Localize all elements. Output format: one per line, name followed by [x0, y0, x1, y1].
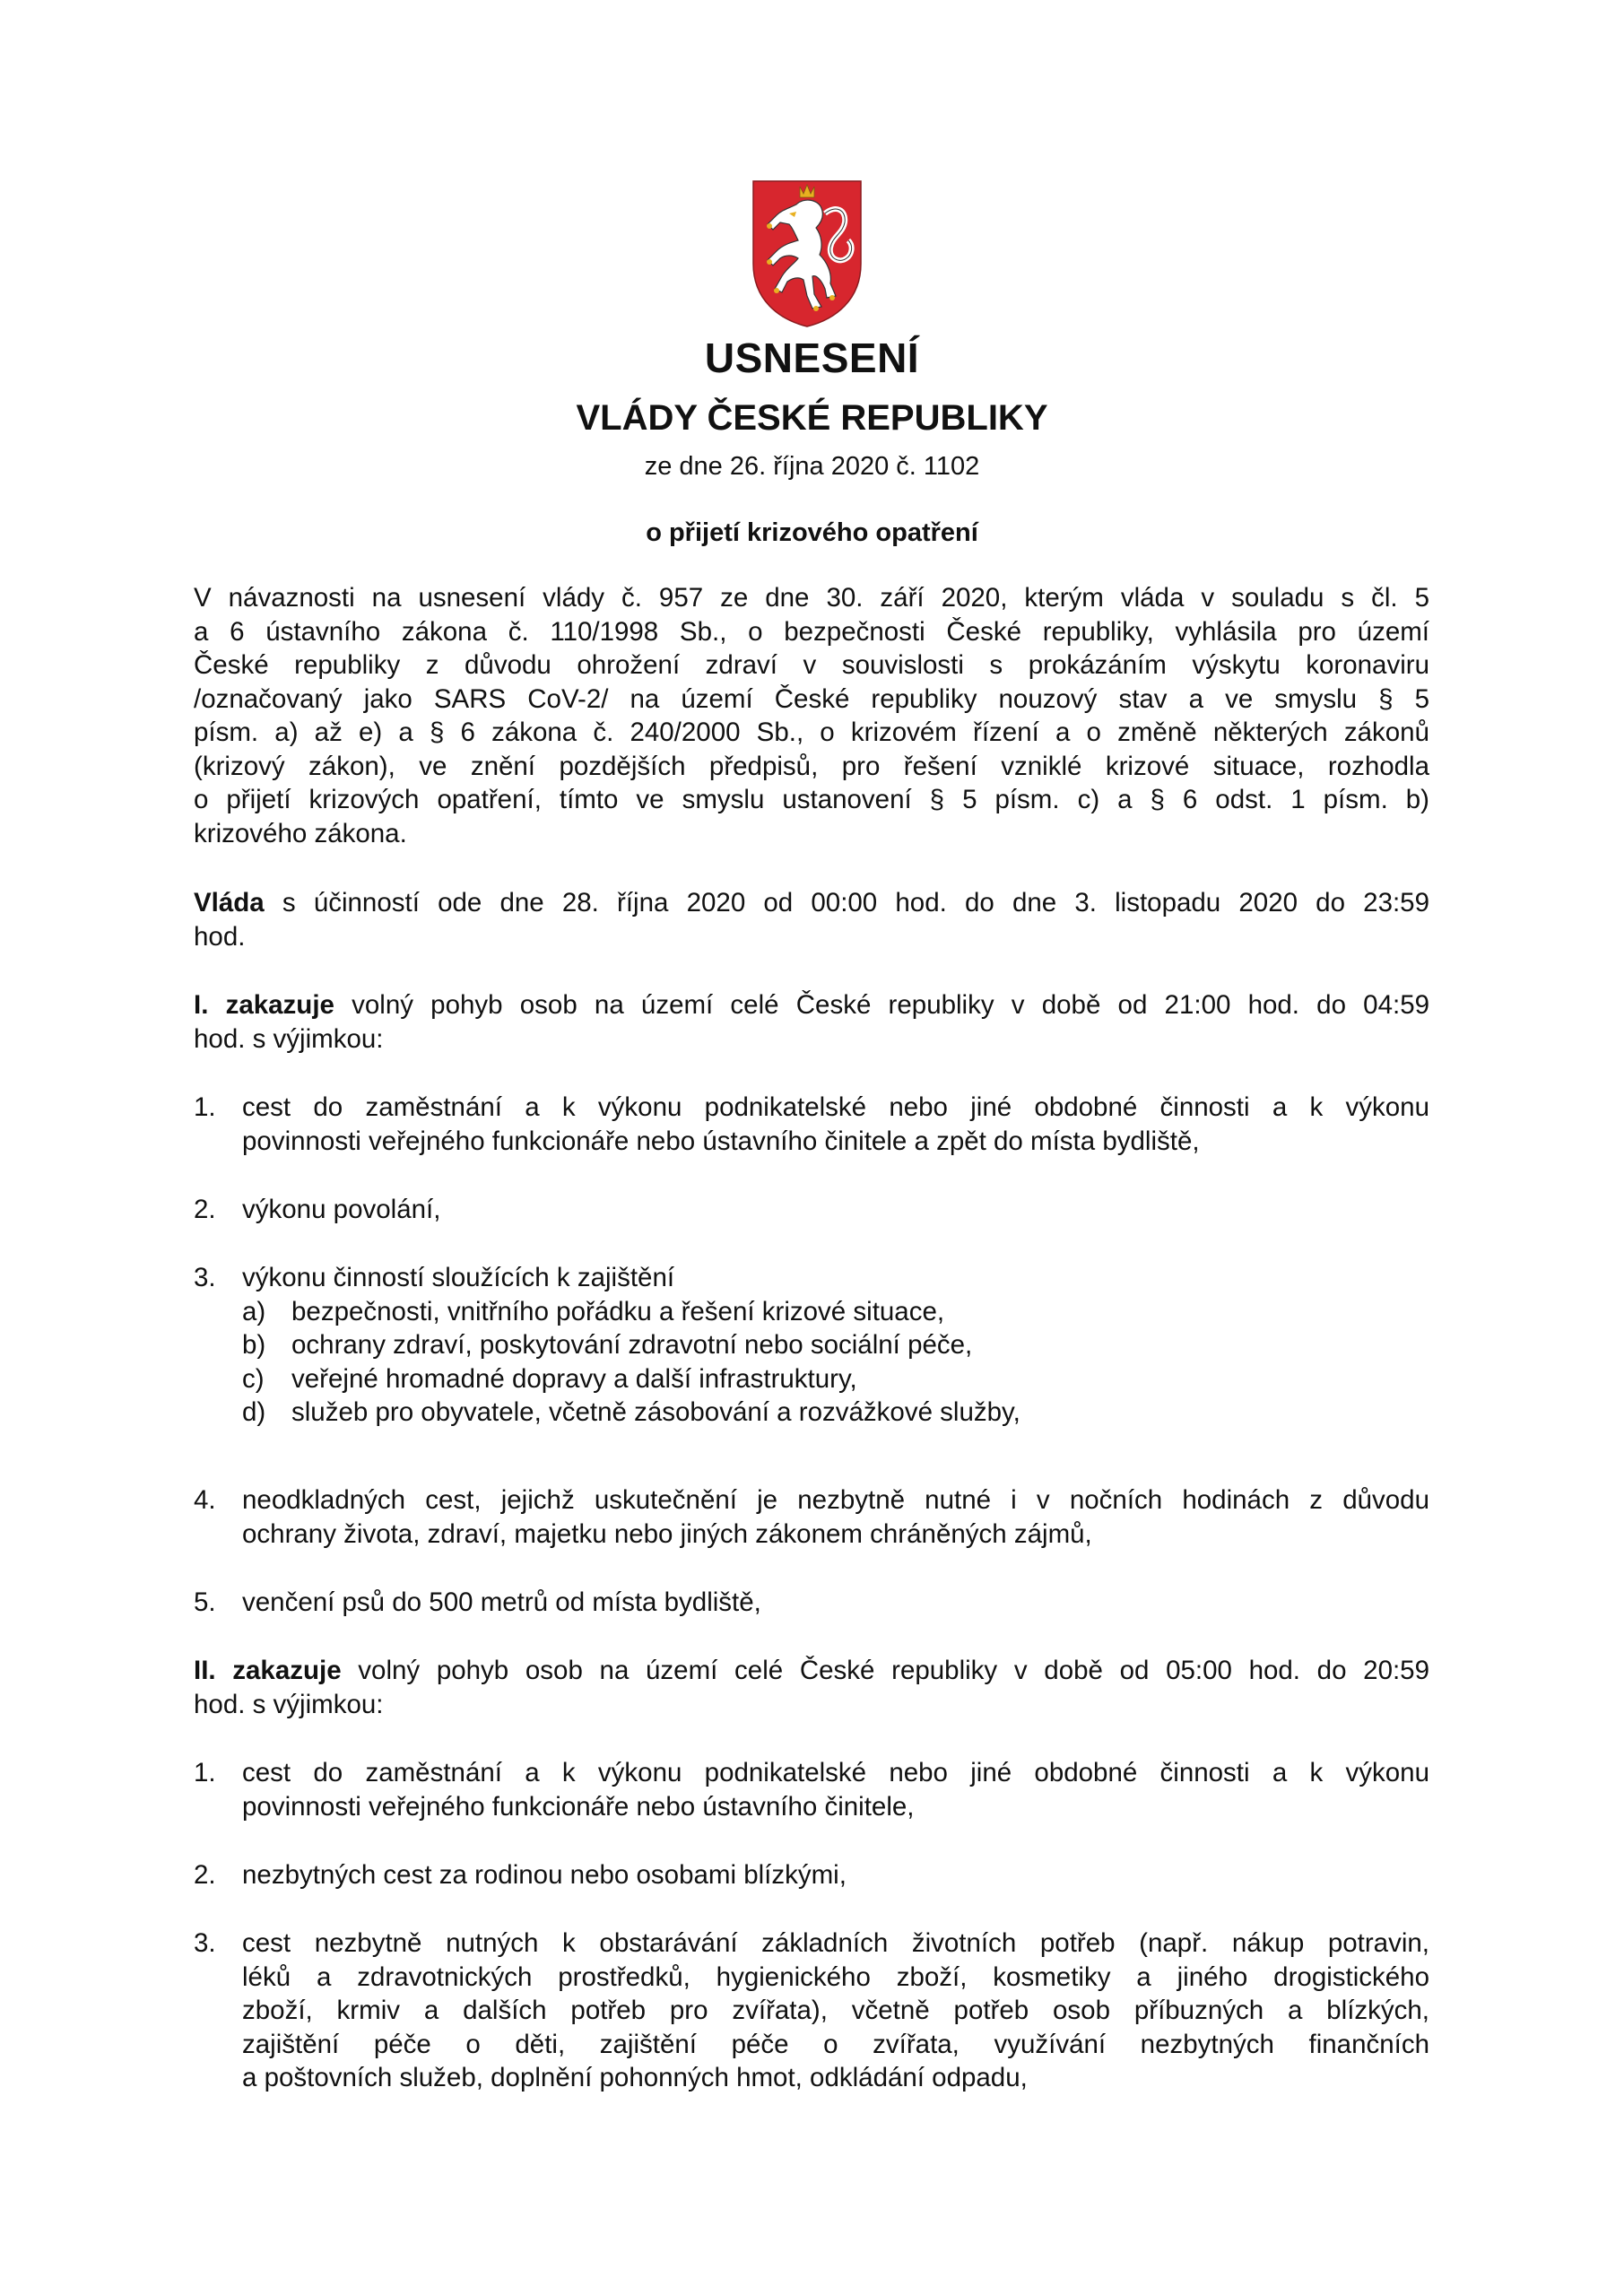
item-line: nezbytných cest za rodinou nebo osobami blízkými,	[242, 1860, 847, 1890]
item-number: 2.	[194, 1195, 216, 1224]
effective-text-cont: hod.	[194, 921, 246, 952]
intro-line: České republiky z důvodu ohrožení zdraví v souvislosti s prokázáním výskytu koronaviru	[194, 650, 1429, 680]
item-line: léků a zdravotnických prostředků, hygienického zboží, kosmetiky a jiného drogistického	[242, 1961, 1429, 1992]
sub-item-c	[242, 1362, 1429, 1396]
item-line: výkonu povolání,	[242, 1195, 441, 1224]
section-2-text: volný pohyb osob na území celé České republiky v době od 05:00 hod. do 20:59	[341, 1656, 1429, 1685]
sub-item-text: služeb pro obyvatele, včetně zásobování a rozvážkové služby,	[291, 1397, 1020, 1427]
item-line: venčení psů do 500 metrů od místa bydliště,	[242, 1587, 761, 1617]
section-1-bold-label: I. zakazuje	[194, 990, 334, 1020]
section-1-text-cont: hod. s výjimkou:	[194, 1023, 384, 1054]
effective-text: s účinností ode dne 28. října 2020 od 00:00 hod. do dne 3. listopadu 2020 do 23:59	[264, 888, 1429, 918]
section-2-item-1	[194, 1756, 1429, 1823]
item-number: 4.	[194, 1485, 216, 1515]
section-1-item-2	[194, 1193, 1429, 1227]
item-line: výkonu činností sloužících k zajištění	[242, 1263, 675, 1292]
item-line: a poštovních služeb, doplnění pohonných hmot, odkládání odpadu,	[242, 2063, 1028, 2092]
sub-item-label: c)	[242, 1363, 265, 1394]
item-line: povinnosti veřejného funkcionáře nebo ústavního činitele a zpět do místa bydliště,	[242, 1126, 1200, 1156]
intro-paragraph	[194, 581, 1429, 850]
section-1-item-1	[194, 1091, 1429, 1158]
intro-line: krizového zákona.	[194, 818, 407, 848]
section-1-heading	[194, 988, 1429, 1056]
item-line: cest do zaměstnání a k výkonu podnikatelské nebo jiné obdobné činnosti a k výkonu	[242, 1758, 1429, 1787]
sub-item-label: a)	[242, 1296, 266, 1326]
sub-item-d	[242, 1396, 1429, 1430]
sub-item-text: veřejné hromadné dopravy a další infrastruktury,	[291, 1363, 857, 1394]
czech-coat-of-arms-icon	[750, 178, 864, 328]
section-1-item-3	[194, 1261, 1429, 1430]
item-number: 5.	[194, 1587, 216, 1617]
intro-line: V návaznosti na usnesení vlády č. 957 ze dne 30. září 2020, kterým vláda v souladu s čl. 5	[194, 583, 1429, 613]
section-2-bold-label: II. zakazuje	[194, 1656, 342, 1685]
item-number: 1.	[194, 1092, 216, 1122]
item-number: 1.	[194, 1758, 216, 1787]
section-2-item-3	[194, 1926, 1429, 2095]
item-number: 3.	[194, 1263, 216, 1292]
intro-line: (krizový zákon), ve znění pozdějších předpisů, pro řešení vzniklé krizové situace, rozhodla	[194, 751, 1429, 781]
sub-item-a	[242, 1295, 1429, 1329]
document-subject: o přijetí krizového opatření	[646, 518, 978, 547]
item-line: povinnosti veřejného funkcionáře nebo ústavního činitele,	[242, 1791, 915, 1822]
item-line: cest nezbytně nutných k obstarávání základních životních potřeb (např. nákup potravin,	[242, 1928, 1429, 1958]
document-subtitle: VLÁDY ČESKÉ REPUBLIKY	[576, 398, 1048, 438]
section-1-text: volný pohyb osob na území celé České republiky v době od 21:00 hod. do 04:59	[334, 990, 1430, 1020]
item-line: zajištění péče o děti, zajištění péče o zvířata, využívání nezbytných finančních	[242, 2029, 1429, 2059]
item-number: 2.	[194, 1860, 216, 1890]
sub-item-text: bezpečnosti, vnitřního pořádku a řešení krizové situace,	[291, 1296, 945, 1326]
effective-bold-label: Vláda	[194, 888, 265, 918]
document-date-line: ze dne 26. října 2020 č. 1102	[644, 452, 980, 481]
intro-line: písm. a) až e) a § 6 zákona č. 240/2000 Sb., o krizovém řízení a o změně některých zákonů	[194, 718, 1429, 747]
intro-line: a 6 ústavního zákona č. 110/1998 Sb., o bezpečnosti České republiky, vyhlásila pro území	[194, 616, 1429, 647]
item-number: 3.	[194, 1928, 216, 1958]
intro-line: /označovaný jako SARS CoV-2/ na území České republiky nouzový stav a ve smyslu § 5	[194, 683, 1429, 714]
intro-line: o přijetí krizových opatření, tímto ve smyslu ustanovení § 5 písm. c) a § 6 odst. 1 písm. b)	[194, 785, 1429, 814]
sub-item-b	[242, 1328, 1429, 1362]
item-line: cest do zaměstnání a k výkonu podnikatelské nebo jiné obdobné činnosti a k výkonu	[242, 1092, 1429, 1122]
sub-item-label: b)	[242, 1330, 266, 1360]
document-title: USNESENÍ	[704, 335, 920, 381]
sub-item-label: d)	[242, 1397, 266, 1427]
item-line: neodkladných cest, jejichž uskutečnění je nezbytně nutné i v nočních hodinách z důvodu	[242, 1485, 1429, 1515]
section-2-heading	[194, 1654, 1429, 1721]
section-2-item-2	[194, 1858, 1429, 1892]
item-line: ochrany života, zdraví, majetku nebo jiných zákonem chráněných zájmů,	[242, 1518, 1092, 1549]
section-1-item-5	[194, 1586, 1429, 1620]
item-line: zboží, krmiv a dalších potřeb pro zvířata), včetně potřeb osob příbuzných a blízkých,	[242, 1996, 1429, 2025]
effective-paragraph	[194, 886, 1429, 953]
sub-item-text: ochrany zdraví, poskytování zdravotní nebo sociální péče,	[291, 1330, 973, 1360]
section-1-item-4	[194, 1483, 1429, 1551]
section-2-text-cont: hod. s výjimkou:	[194, 1689, 384, 1719]
